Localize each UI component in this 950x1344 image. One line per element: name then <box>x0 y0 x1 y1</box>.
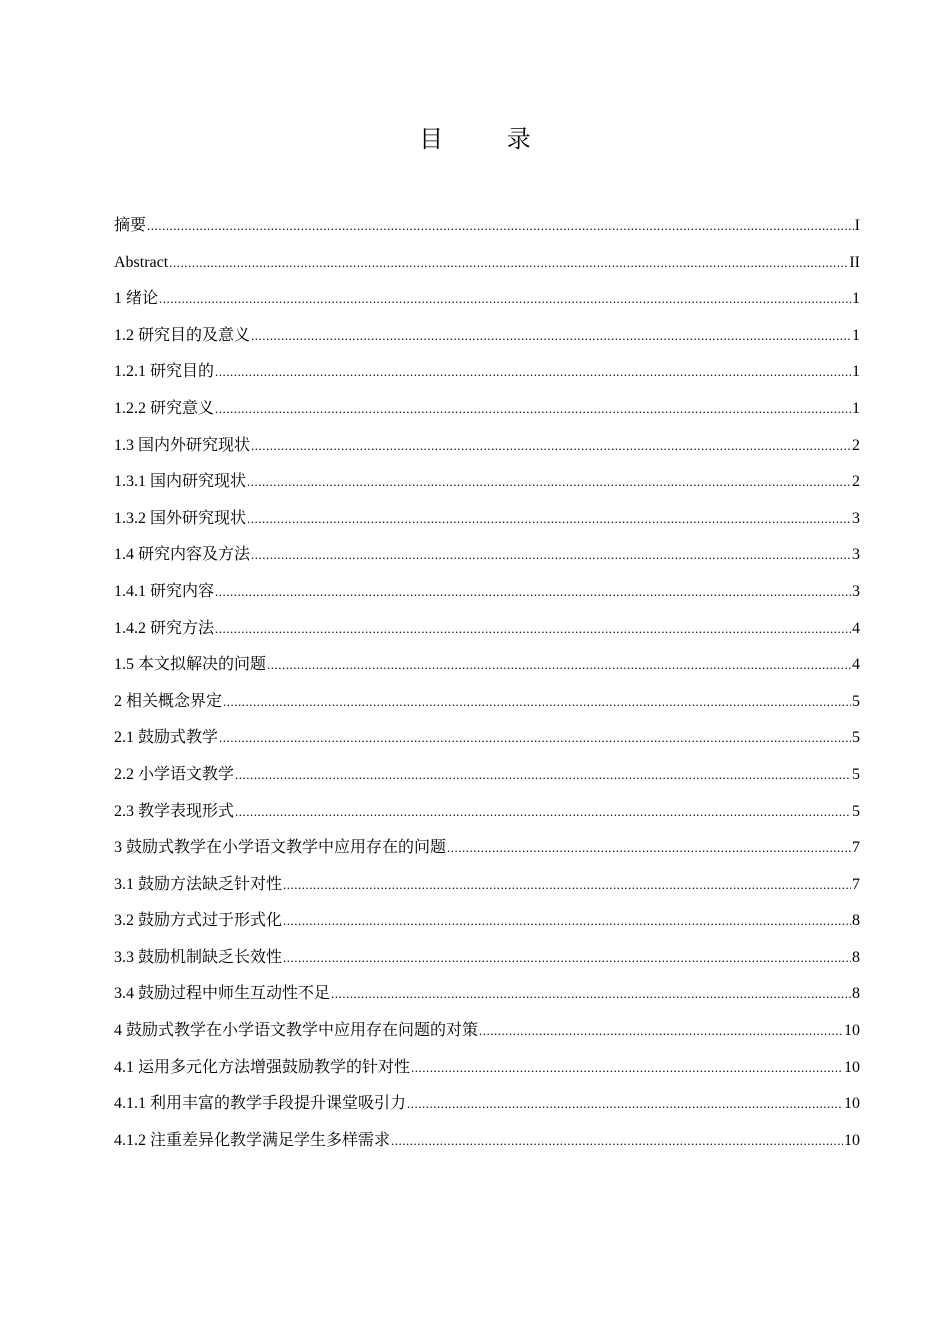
toc-entry[interactable] <box>114 428 860 465</box>
toc-entry[interactable] <box>114 830 860 867</box>
toc-entry-text: 1 绪论 <box>114 290 159 308</box>
toc-entry[interactable] <box>114 1086 860 1123</box>
toc-entry-text: 1.2.2 研究意义 <box>114 399 215 417</box>
toc-page-number: 10 <box>844 1022 860 1040</box>
toc-page-number: 5 <box>852 692 860 710</box>
toc-page-number: 8 <box>852 912 860 930</box>
toc-entry[interactable] <box>114 1123 860 1160</box>
toc-leader-dots <box>169 245 848 282</box>
toc-entry[interactable] <box>114 611 860 648</box>
toc-page-number: 7 <box>852 839 860 857</box>
toc-entry[interactable] <box>114 976 860 1013</box>
toc-leader-dots <box>411 1050 843 1087</box>
toc-leader-dots <box>331 976 851 1013</box>
toc-entry[interactable] <box>114 245 860 282</box>
toc-leader-dots <box>251 428 851 465</box>
toc-leader-dots <box>391 1123 843 1160</box>
toc-entry-text: 1.3.1 国内研究现状 <box>114 473 247 491</box>
toc-entry[interactable] <box>114 647 860 684</box>
toc-leader-dots <box>235 794 851 831</box>
toc-page-number: 1 <box>852 290 860 308</box>
toc-entry[interactable] <box>114 391 860 428</box>
toc-page-number: II <box>849 253 860 271</box>
toc-page-number: 3 <box>852 509 860 527</box>
toc-entry[interactable] <box>114 208 860 245</box>
toc-entry-text: 4.1.2 注重差异化教学满足学生多样需求 <box>114 1131 391 1149</box>
toc-entry-text: 1.4.1 研究内容 <box>114 582 215 600</box>
toc-entry[interactable] <box>114 318 860 355</box>
toc-entry-text: 3.4 鼓励过程中师生互动性不足 <box>114 985 331 1003</box>
toc-leader-dots <box>215 391 851 428</box>
toc-entry-text: 3.3 鼓励机制缺乏长效性 <box>114 948 283 966</box>
toc-page-number: 5 <box>852 729 860 747</box>
toc-entry[interactable] <box>114 464 860 501</box>
toc-page-number: 4 <box>852 656 860 674</box>
toc-leader-dots <box>247 501 851 538</box>
toc-entry-text: 3 鼓励式教学在小学语文教学中应用存在的问题 <box>114 839 447 857</box>
toc-page-number: 5 <box>852 765 860 783</box>
toc-page-number: 10 <box>844 1058 860 1076</box>
toc-entry-text: 4.1.1 利用丰富的教学手段提升课堂吸引力 <box>114 1095 407 1113</box>
toc-entry-text: 1.3 国内外研究现状 <box>114 436 251 454</box>
toc-leader-dots <box>215 611 851 648</box>
toc-leader-dots <box>159 281 851 318</box>
toc-page-number: 10 <box>844 1095 860 1113</box>
toc-entry-text: 4.1 运用多元化方法增强鼓励教学的针对性 <box>114 1058 411 1076</box>
toc-entry-text: 4 鼓励式教学在小学语文教学中应用存在问题的对策 <box>114 1022 479 1040</box>
toc-entry-text: Abstract <box>114 253 169 271</box>
page-title: 目 录 <box>419 125 559 153</box>
toc-entry[interactable] <box>114 574 860 611</box>
toc-leader-dots <box>235 757 851 794</box>
toc-entry-text: 3.2 鼓励方式过于形式化 <box>114 912 283 930</box>
toc-entry[interactable] <box>114 501 860 538</box>
toc-entry[interactable] <box>114 867 860 904</box>
toc-entry-text: 1.4 研究内容及方法 <box>114 546 251 564</box>
toc-entry[interactable] <box>114 794 860 831</box>
toc-page-number: 1 <box>852 399 860 417</box>
toc-leader-dots <box>267 647 851 684</box>
toc-page-number: I <box>854 217 860 234</box>
toc-page-number: 1 <box>852 326 860 344</box>
toc-page-number: 5 <box>852 802 860 820</box>
toc-entry[interactable] <box>114 1013 860 1050</box>
toc-entry-text: 2.2 小学语文教学 <box>114 765 235 783</box>
toc-page-number: 8 <box>852 985 860 1003</box>
toc-leader-dots <box>215 574 851 611</box>
toc-leader-dots <box>407 1086 843 1123</box>
toc-leader-dots <box>251 537 851 574</box>
toc-entry[interactable] <box>114 940 860 977</box>
toc-page-number: 1 <box>852 363 860 381</box>
toc-entry-text: 2.3 教学表现形式 <box>114 802 235 820</box>
toc-page-number: 4 <box>852 619 860 637</box>
toc-entry[interactable] <box>114 1050 860 1087</box>
toc-leader-dots <box>147 208 854 245</box>
toc-entry-text: 3.1 鼓励方法缺乏针对性 <box>114 875 283 893</box>
toc-entry[interactable] <box>114 537 860 574</box>
toc-leader-dots <box>247 464 851 501</box>
toc-entry-text: 1.4.2 研究方法 <box>114 619 215 637</box>
toc-page-number: 8 <box>852 948 860 966</box>
toc-entry-text: 摘要 <box>114 217 147 234</box>
toc-page-number: 3 <box>852 582 860 600</box>
toc-page-number: 3 <box>852 546 860 564</box>
toc-entry-text: 1.2.1 研究目的 <box>114 363 215 381</box>
toc-entry[interactable] <box>114 903 860 940</box>
toc-leader-dots <box>251 318 851 355</box>
toc-leader-dots <box>283 903 851 940</box>
toc-page-number: 2 <box>852 473 860 491</box>
toc-leader-dots <box>219 720 851 757</box>
toc-entry[interactable] <box>114 757 860 794</box>
toc-entry-text: 1.3.2 国外研究现状 <box>114 509 247 527</box>
toc-leader-dots <box>283 940 851 977</box>
toc-leader-dots <box>215 354 851 391</box>
toc-leader-dots <box>223 684 851 721</box>
toc-entry-text: 2.1 鼓励式教学 <box>114 729 219 747</box>
toc-leader-dots <box>479 1013 843 1050</box>
toc-entry-text: 1.2 研究目的及意义 <box>114 326 251 344</box>
toc-entry-text: 1.5 本文拟解决的问题 <box>114 656 267 674</box>
toc-leader-dots <box>447 830 851 867</box>
table-of-contents <box>114 208 860 1159</box>
toc-entry[interactable] <box>114 684 860 721</box>
toc-entry[interactable] <box>114 720 860 757</box>
toc-leader-dots <box>283 867 851 904</box>
toc-page-number: 2 <box>852 436 860 454</box>
toc-entry[interactable] <box>114 354 860 391</box>
toc-page-number: 10 <box>844 1131 860 1149</box>
toc-entry-text: 2 相关概念界定 <box>114 692 223 710</box>
toc-page-number: 7 <box>852 875 860 893</box>
toc-entry[interactable] <box>114 281 860 318</box>
